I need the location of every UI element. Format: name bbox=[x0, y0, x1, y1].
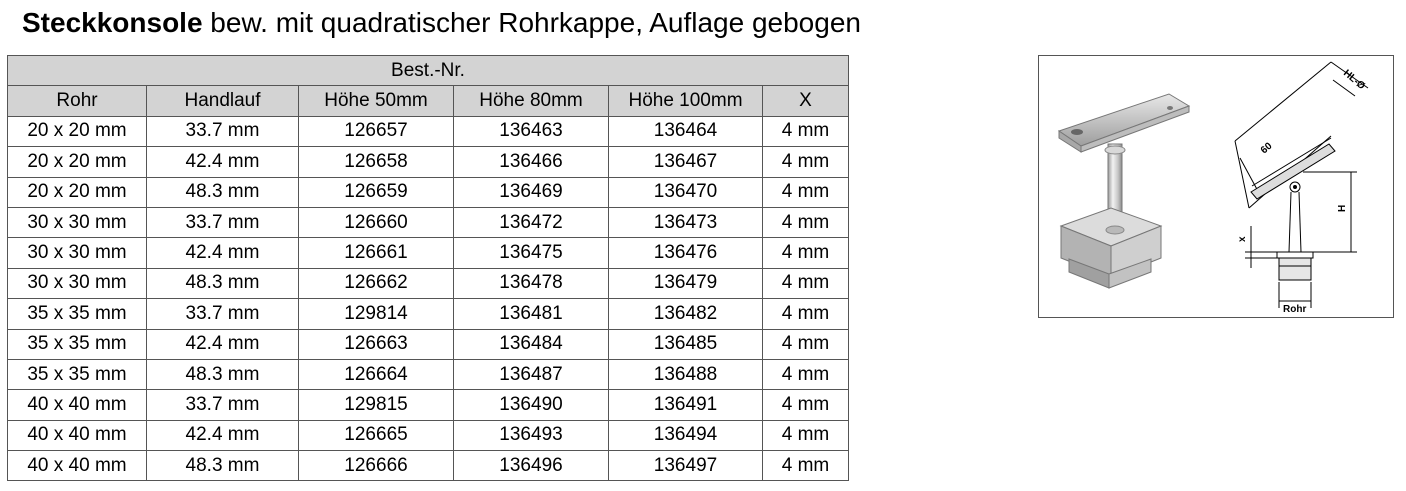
label-hl-diameter: HL-Ø bbox=[1341, 67, 1367, 93]
table-cell: 136490 bbox=[454, 390, 609, 420]
table-cell: 136476 bbox=[609, 238, 763, 268]
column-header: Höhe 50mm bbox=[299, 86, 454, 116]
table-cell: 136488 bbox=[609, 359, 763, 389]
column-header: Höhe 100mm bbox=[609, 86, 763, 116]
column-header: Rohr bbox=[8, 86, 147, 116]
table-cell: 136472 bbox=[454, 207, 609, 237]
table-cell: 136469 bbox=[454, 177, 609, 207]
table-cell: 33.7 mm bbox=[147, 116, 299, 146]
label-length-60: 60 bbox=[1258, 140, 1275, 157]
table-cell: 136481 bbox=[454, 299, 609, 329]
table-cell: 4 mm bbox=[763, 268, 849, 298]
table-cell: 136470 bbox=[609, 177, 763, 207]
table-cell: 4 mm bbox=[763, 116, 849, 146]
table-cell: 20 x 20 mm bbox=[8, 147, 147, 177]
table-cell: 136475 bbox=[454, 238, 609, 268]
table-row bbox=[8, 177, 849, 207]
table-cell: 4 mm bbox=[763, 299, 849, 329]
order-number-table bbox=[7, 55, 849, 481]
table-cell: 48.3 mm bbox=[147, 177, 299, 207]
table-row bbox=[8, 116, 849, 146]
table-cell: 33.7 mm bbox=[147, 299, 299, 329]
table-cell: 33.7 mm bbox=[147, 207, 299, 237]
label-height-h: H bbox=[1337, 204, 1348, 212]
table-cell: 30 x 30 mm bbox=[8, 207, 147, 237]
table-cell: 136479 bbox=[609, 268, 763, 298]
table-cell: 126665 bbox=[299, 420, 454, 450]
table-cell: 126666 bbox=[299, 451, 454, 481]
bracket-3d-render bbox=[1059, 94, 1189, 288]
table-cell: 35 x 35 mm bbox=[8, 329, 147, 359]
table-row bbox=[8, 268, 849, 298]
table-cell: 136466 bbox=[454, 147, 609, 177]
table-row bbox=[8, 238, 849, 268]
table-cell: 126660 bbox=[299, 207, 454, 237]
table-row bbox=[8, 147, 849, 177]
product-drawing-svg bbox=[1039, 56, 1393, 317]
column-header: Höhe 80mm bbox=[454, 86, 609, 116]
column-header: Handlauf bbox=[147, 86, 299, 116]
table-cell: 4 mm bbox=[763, 451, 849, 481]
table-cell: 30 x 30 mm bbox=[8, 238, 147, 268]
table-cell: 20 x 20 mm bbox=[8, 177, 147, 207]
table-cell: 30 x 30 mm bbox=[8, 268, 147, 298]
table-cell: 4 mm bbox=[763, 390, 849, 420]
table-cell: 129815 bbox=[299, 390, 454, 420]
table-cell: 4 mm bbox=[763, 329, 849, 359]
table-cell: 136464 bbox=[609, 116, 763, 146]
table-cell: 4 mm bbox=[763, 359, 849, 389]
table-cell: 126662 bbox=[299, 268, 454, 298]
table-row bbox=[8, 390, 849, 420]
table-cell: 4 mm bbox=[763, 147, 849, 177]
table-cell: 136496 bbox=[454, 451, 609, 481]
table-cell: 136485 bbox=[609, 329, 763, 359]
label-x: x bbox=[1237, 236, 1248, 242]
table-cell: 4 mm bbox=[763, 238, 849, 268]
table-cell: 126658 bbox=[299, 147, 454, 177]
table-cell: 4 mm bbox=[763, 177, 849, 207]
table-cell: 4 mm bbox=[763, 420, 849, 450]
table-cell: 40 x 40 mm bbox=[8, 451, 147, 481]
table-cell: 42.4 mm bbox=[147, 238, 299, 268]
table-row bbox=[8, 329, 849, 359]
table-row bbox=[8, 299, 849, 329]
table-cell: 136493 bbox=[454, 420, 609, 450]
label-rohr: Rohr bbox=[1283, 304, 1307, 315]
product-drawing bbox=[1038, 55, 1394, 318]
table-cell: 42.4 mm bbox=[147, 147, 299, 177]
table-row bbox=[8, 359, 849, 389]
table-cell: 126664 bbox=[299, 359, 454, 389]
table-cell: 136482 bbox=[609, 299, 763, 329]
table-cell: 4 mm bbox=[763, 207, 849, 237]
table-cell: 136478 bbox=[454, 268, 609, 298]
group-header-best-nr: Best.-Nr. bbox=[8, 56, 849, 86]
table-cell: 136487 bbox=[454, 359, 609, 389]
table-row bbox=[8, 451, 849, 481]
title-rest: bew. mit quadratischer Rohrkappe, Auflage gebogen bbox=[202, 7, 861, 38]
table-cell: 126659 bbox=[299, 177, 454, 207]
table-cell: 136494 bbox=[609, 420, 763, 450]
table-cell: 136497 bbox=[609, 451, 763, 481]
table-cell: 42.4 mm bbox=[147, 329, 299, 359]
table-cell: 48.3 mm bbox=[147, 359, 299, 389]
table-row bbox=[8, 207, 849, 237]
table-cell: 42.4 mm bbox=[147, 420, 299, 450]
column-header: X bbox=[763, 86, 849, 116]
table-cell: 129814 bbox=[299, 299, 454, 329]
table-cell: 126663 bbox=[299, 329, 454, 359]
table-cell: 35 x 35 mm bbox=[8, 359, 147, 389]
table-cell: 35 x 35 mm bbox=[8, 299, 147, 329]
page-title bbox=[22, 6, 861, 40]
table-cell: 126657 bbox=[299, 116, 454, 146]
table-cell: 126661 bbox=[299, 238, 454, 268]
table-cell: 136473 bbox=[609, 207, 763, 237]
table-cell: 40 x 40 mm bbox=[8, 390, 147, 420]
table-cell: 48.3 mm bbox=[147, 451, 299, 481]
table-cell: 136491 bbox=[609, 390, 763, 420]
table-cell: 136484 bbox=[454, 329, 609, 359]
title-bold: Steckkonsole bbox=[22, 7, 203, 38]
table-cell: 40 x 40 mm bbox=[8, 420, 147, 450]
table-cell: 48.3 mm bbox=[147, 268, 299, 298]
table-cell: 33.7 mm bbox=[147, 390, 299, 420]
table-row bbox=[8, 420, 849, 450]
table-cell: 136463 bbox=[454, 116, 609, 146]
table-cell: 136467 bbox=[609, 147, 763, 177]
table-cell: 20 x 20 mm bbox=[8, 116, 147, 146]
bracket-technical-drawing bbox=[1235, 62, 1368, 308]
